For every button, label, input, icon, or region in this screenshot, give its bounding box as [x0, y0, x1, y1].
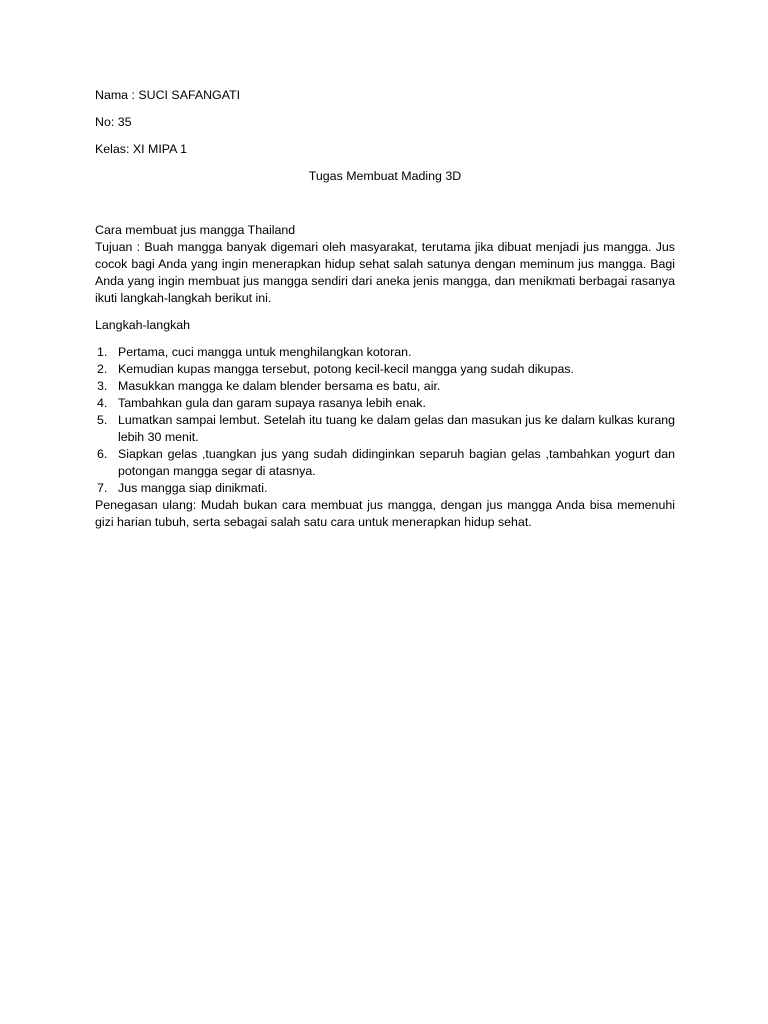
- list-item: [95, 446, 675, 480]
- student-class: Kelas: XI MIPA 1: [95, 142, 188, 156]
- step-text: Lumatkan sampai lembut. Setelah itu tuang ke dalam gelas dan masukan jus ke dalam kulkas kurang lebih 30 menit.: [118, 413, 675, 444]
- list-item: [95, 344, 675, 361]
- step-text: Siapkan gelas ,tuangkan jus yang sudah didinginkan separuh bagian gelas ,tambahkan yogurt dan potongan mangga segar di atasnya.: [118, 447, 675, 478]
- purpose-label: Tujuan: [95, 240, 133, 254]
- student-name: Nama : SUCI SAFANGATI: [95, 88, 241, 102]
- list-item: [95, 378, 675, 395]
- step-number: 1.: [97, 345, 108, 359]
- step-number: 4.: [97, 396, 108, 410]
- list-item: [95, 361, 675, 378]
- conclusion-text: Mudah bukan cara membuat jus mangga, dengan jus mangga Anda bisa memenuhi gizi harian tubuh, serta sebagai salah satu cara untuk menerapkan hidup sehat.: [95, 498, 675, 529]
- document-body: [95, 87, 675, 531]
- step-number: 6.: [97, 447, 108, 461]
- list-item: [95, 412, 675, 446]
- step-text: Jus mangga siap dinikmati.: [118, 481, 268, 495]
- document-subtitle: Cara membuat jus mangga Thailand: [95, 223, 296, 237]
- conclusion-label: Penegasan ulang:: [95, 498, 197, 512]
- step-number: 5.: [97, 413, 108, 427]
- purpose-text: : Buah mangga banyak digemari oleh masyarakat, terutama jika dibuat menjadi jus mangga. Jus cocok bagi Anda yang ingin menerapkan hidup sehat salah satunya dengan meminum jus mangga. Bagi Anda yang ingin membuat jus mangga sendiri dari aneka jenis mangga, dan menikmati berbagai rasanya ikuti langkah-langkah berikut ini.: [95, 240, 675, 305]
- steps-heading: Langkah-langkah: [95, 318, 191, 332]
- step-number: 7.: [97, 481, 108, 495]
- step-number: 3.: [97, 379, 108, 393]
- list-item: [95, 395, 675, 412]
- document-title: Tugas Membuat Mading 3D: [308, 169, 462, 183]
- list-item: [95, 480, 675, 497]
- purpose-paragraph: [95, 239, 675, 307]
- step-text: Kemudian kupas mangga tersebut, potong kecil-kecil mangga yang sudah dikupas.: [118, 362, 574, 376]
- step-text: Masukkan mangga ke dalam blender bersama es batu, air.: [118, 379, 441, 393]
- step-number: 2.: [97, 362, 108, 376]
- student-number: No: 35: [95, 115, 132, 129]
- step-text: Pertama, cuci mangga untuk menghilangkan kotoran.: [118, 345, 412, 359]
- step-text: Tambahkan gula dan garam supaya rasanya lebih enak.: [118, 396, 426, 410]
- steps-list: [95, 344, 675, 497]
- conclusion-paragraph: [95, 497, 675, 531]
